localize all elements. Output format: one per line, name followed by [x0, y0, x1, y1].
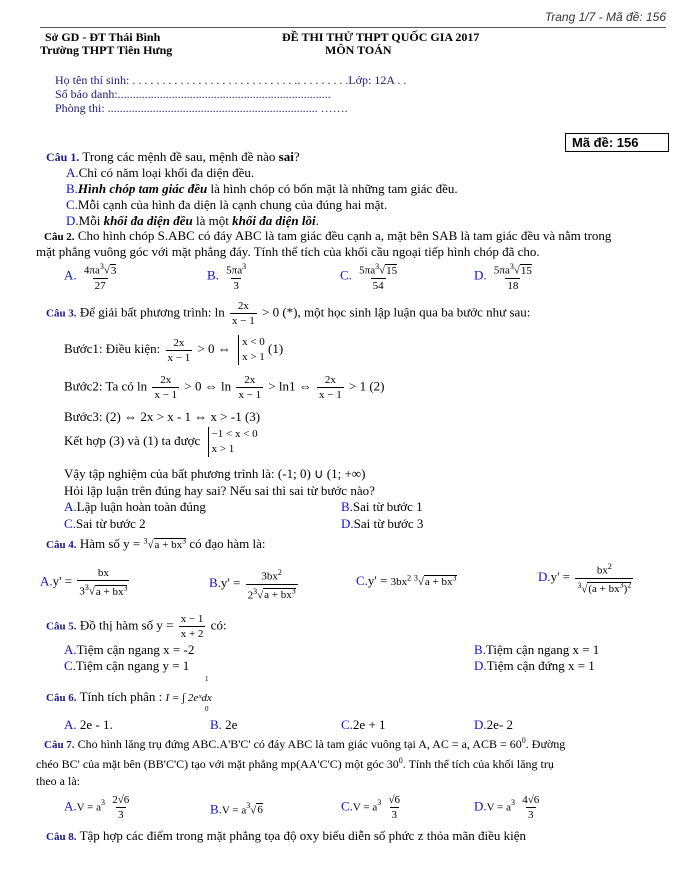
question-7-line2: chéo BC' của mặt bên (BB'C'C) tạo với mặt phẳng mp(AA'C'C) một góc $30^0$. Tính thể tích của khối lăng trụ	[36, 756, 554, 771]
option-text: y' =	[550, 569, 571, 585]
option-letter: A.	[40, 573, 53, 589]
option-letter: C.	[66, 197, 78, 212]
exam-code-box: Mã đề: 156	[565, 133, 669, 152]
q2-option-c	[340, 260, 401, 293]
q2-option-d	[474, 260, 536, 293]
question-8	[46, 828, 526, 844]
radicand: 15	[520, 264, 532, 277]
option-letter: D.	[474, 267, 487, 283]
question-text: Trong các mệnh đề sau, mệnh đề nào	[82, 149, 276, 164]
option-text: Tiệm cận ngang y = 1	[75, 658, 190, 673]
q3-option-a	[64, 499, 206, 515]
fraction	[520, 793, 541, 822]
exam-title: ĐỀ THI THỬ THPT QUỐC GIA 2017	[282, 30, 480, 44]
q6-option-c	[341, 717, 386, 733]
condition: x < 0	[242, 336, 265, 348]
numerator: x − 1	[180, 613, 204, 625]
option-letter: A.	[66, 165, 79, 180]
school-department: Sở GD - ĐT Thái Bình	[45, 30, 161, 44]
question-7-line3: theo a là:	[36, 774, 80, 788]
option-letter: C.	[64, 658, 76, 673]
numerator: 4πa	[83, 264, 100, 277]
q3-step3: Bước3: (2) ⇔ 2x > x - 1 ⇔ x > -1 (3)	[64, 409, 261, 424]
option-text: Lập luận hoàn toàn đúng	[76, 499, 206, 514]
q1-option-d	[66, 213, 319, 229]
integral-lower-limit: 0	[205, 705, 209, 713]
denominator: x − 1	[232, 315, 255, 327]
step-text: > 0 ⇔	[197, 340, 231, 356]
option-letter: A.	[64, 642, 77, 657]
numerator: 3bx	[261, 570, 278, 583]
numerator: 5πa	[493, 264, 510, 277]
q7-option-a: $A.V = a^3$ $\frac{2√6}{3}$	[64, 794, 130, 821]
integral-upper-limit: 1	[205, 675, 209, 683]
numerator: 5πa	[359, 264, 376, 277]
header-rule	[40, 27, 666, 28]
option-text: 2e	[221, 717, 238, 732]
option-letter: B.	[210, 801, 222, 817]
q1-option-c	[66, 197, 387, 213]
fraction	[387, 793, 403, 822]
math-expression: ACB = 60	[472, 737, 522, 751]
option-letter: C.	[340, 267, 352, 283]
coefficient: 2	[247, 589, 254, 602]
fraction	[110, 793, 131, 822]
question-text: Đồ thị hàm số y =	[79, 617, 174, 633]
question-text: Cho hình lăng trụ đứng ABC.A'B'C' có đáy ABC là tam giác vuông tại A,	[77, 737, 430, 751]
q4-option-b	[209, 566, 300, 602]
q3-combine	[64, 427, 258, 457]
option-text: V = a	[221, 804, 247, 817]
question-label: Câu 1.	[46, 150, 80, 164]
option-text: là hình chóp có bốn mặt là những tam giác đều.	[207, 181, 458, 196]
option-text: Tiệm cận ngang x = -2	[76, 642, 195, 657]
option-text: V = a	[352, 801, 378, 814]
fraction	[317, 373, 344, 402]
q3-step2	[64, 373, 385, 402]
radicand: a + bx	[424, 576, 453, 588]
question-text: . Đường	[525, 737, 566, 751]
option-letter: A.	[64, 798, 77, 814]
option-letter: D.	[341, 516, 354, 531]
option-text: y' =	[367, 573, 388, 588]
fraction: $\frac{5\pi a^3}{3}$	[226, 262, 247, 292]
option-text: Chỉ có năm loại khối đa diện đều.	[78, 165, 255, 180]
radicand: 15	[386, 264, 398, 277]
question-label: Câu 8.	[46, 831, 77, 843]
question-label: Câu 2.	[44, 231, 75, 243]
denominator: 3	[233, 279, 239, 292]
option-emphasis: khối đa diện đều	[103, 213, 193, 228]
question-4: Câu 4. Hàm số $y = ^3√a + bx^3$ có đạo hàm là:	[46, 536, 266, 551]
coefficient: 3bx	[390, 576, 408, 588]
option-text: Tiệm cận đứng x = 1	[486, 658, 595, 673]
q4-option-c: $C.y' = 3bx^2$ $^3√a + bx^3$	[356, 573, 457, 588]
denominator: x − 1	[154, 389, 178, 401]
question-3	[46, 299, 530, 328]
numerator: 2x	[160, 374, 172, 386]
condition: x > 1	[211, 443, 235, 455]
q3-option-b	[341, 499, 423, 515]
denominator: 3	[118, 809, 124, 821]
denominator: 27	[94, 279, 106, 292]
step-text: Bước1: Điều kiện:	[64, 340, 161, 356]
question-text: Để giải bất phương trình: ln	[79, 304, 225, 320]
fraction: $\frac{bx^2}{^3√(a + bx^3)^2}$	[577, 562, 632, 596]
numerator: 2x	[244, 374, 256, 386]
denominator: x − 1	[167, 351, 191, 364]
question-label: Câu 3.	[46, 307, 77, 320]
q6-option-b	[210, 717, 237, 733]
option-text: y' =	[220, 575, 241, 591]
question-2	[44, 228, 611, 244]
condition: x > 1	[242, 351, 265, 363]
radicand: a + bx	[592, 583, 620, 596]
question-text: một góc 30	[344, 757, 399, 771]
question-text: Cho hình chóp S.ABC có đáy ABC là tam giác đều cạnh a, mặt bên SAB là tam giác đều và nằm trong	[77, 228, 612, 243]
option-letter: D.	[66, 213, 79, 228]
fraction: $\frac{5\pi a^3√15}{18}$	[493, 262, 532, 292]
student-id-field: Số báo danh:.......................................................................	[55, 87, 331, 101]
q5-option-d	[474, 658, 595, 674]
subject-title: MÔN TOÁN	[325, 43, 392, 57]
integral-expression: I = ∫ 2eˣdx	[165, 692, 212, 704]
fraction: $\frac{3bx^2}{2^3√a + bx^3}$	[247, 568, 296, 602]
math-expression: AC = a,	[432, 737, 470, 751]
option-emphasis: khối đa diện lồi	[232, 213, 316, 228]
condition: −1 < x < 0	[211, 428, 258, 440]
option-letter: A.	[64, 717, 77, 732]
option-letter: B.	[66, 181, 78, 196]
step-text: > 1 (2)	[349, 378, 385, 394]
step-text: Kết hợp (3) và (1) ta được	[64, 432, 201, 448]
option-letter: B.	[207, 267, 219, 283]
option-text: 2e- 2	[486, 717, 513, 732]
denominator: 18	[507, 279, 519, 292]
option-letter: C.	[356, 573, 368, 588]
question-text: có:	[210, 617, 227, 633]
radicand: a + bx	[264, 589, 292, 602]
denominator: 3	[391, 809, 398, 821]
page-number-header: Trang 1/7 - Mã đề: 156	[544, 10, 666, 24]
fraction	[230, 299, 257, 328]
option-text: Mỗi	[78, 213, 104, 228]
q1-option-b	[66, 181, 458, 197]
denominator: x + 2	[180, 628, 204, 640]
option-text: Sai từ bước 1	[352, 499, 423, 514]
option-text: y' =	[52, 573, 73, 589]
option-text: Sai từ bước 2	[75, 516, 146, 531]
denominator: x − 1	[319, 389, 342, 401]
question-7: Câu 7. Cho hình lăng trụ đứng ABC.A'B'C' có đáy ABC là tam giác vuông tại A, AC = a, ACB = $60^0$. Đường	[44, 736, 566, 751]
question-1	[46, 149, 300, 165]
numerator: bx	[596, 564, 608, 577]
question-text: chéo BC' của mặt bên (BB'C'C) tạo với mặt phẳng	[36, 757, 278, 771]
q1-option-a	[66, 165, 254, 181]
numerator: 2x	[324, 374, 336, 386]
question-6	[46, 689, 212, 705]
fraction: $\frac{5\pi a^3√15}{54}$	[359, 262, 398, 292]
option-letter: B.	[209, 575, 221, 591]
q5-option-a	[64, 642, 194, 658]
question-5	[46, 612, 227, 641]
option-text: 2e + 1	[352, 717, 386, 732]
question-label: Câu 5.	[46, 620, 77, 633]
option-letter: B.	[474, 642, 486, 657]
q3-option-c	[64, 516, 146, 532]
option-text: Sai từ bước 3	[353, 516, 424, 531]
numerator: 4√6	[522, 794, 540, 806]
option-letter: C.	[341, 798, 353, 814]
q3-option-d	[341, 516, 423, 532]
numerator: √6	[388, 794, 401, 806]
fraction	[152, 373, 179, 402]
q5-option-c	[64, 658, 189, 674]
option-text: 2e - 1.	[76, 717, 113, 732]
fraction: $\frac{4\pi a^3√3}{27}$	[83, 262, 117, 292]
q2-option-a	[64, 260, 120, 293]
numerator: 2√6	[112, 794, 130, 806]
q3-solution: Vậy tập nghiệm của bất phương trình là: (-1; 0) ∪ (1; +∞)	[64, 466, 366, 481]
q2-option-b	[207, 260, 250, 293]
q7-option-c: $C.V = a^3$ $\frac{√6}{3}$	[341, 794, 401, 821]
radicand: 3	[110, 264, 117, 277]
option-letter: D.	[538, 569, 551, 585]
step-text: > ln1 ⇔	[268, 378, 312, 394]
question-2-line2: mặt phẳng vuông góc với mặt phẳng đáy. Tính thể tích của khối cầu ngoại tiếp hình chóp đã cho.	[36, 244, 540, 259]
option-letter: D.	[474, 798, 487, 814]
option-letter: A.	[64, 267, 77, 283]
q4-option-d	[538, 560, 635, 596]
fraction	[236, 373, 263, 402]
numerator: bx	[97, 567, 109, 579]
option-text: .	[315, 213, 319, 228]
denominator: x − 1	[238, 389, 262, 401]
system-bracket	[208, 427, 258, 457]
question-label: Câu 4.	[46, 539, 77, 551]
question-emphasis: sai	[278, 149, 294, 164]
question-text: . Tính thể tích của khối lăng trụ	[402, 757, 554, 771]
denominator: 54	[372, 279, 384, 292]
fraction	[179, 612, 206, 641]
numerator: 2x	[173, 336, 185, 349]
system-bracket	[238, 335, 265, 365]
denominator: 3	[528, 809, 534, 821]
question-text: > 0 (*), một học sinh lập luận qua ba bước như sau:	[262, 304, 531, 320]
question-label: Câu 6.	[46, 692, 77, 704]
option-letter: C.	[341, 717, 353, 732]
option-letter: D.	[474, 717, 487, 732]
q7-option-b: $B.V = a^3√6$	[210, 801, 263, 817]
fraction	[166, 336, 193, 365]
option-letter: D.	[474, 658, 487, 673]
question-text: Tính tích phân :	[79, 689, 163, 704]
question-text: Tập hợp các điểm trong mặt phẳng tọa độ oxy biểu diễn số phức z thỏa mãn điều kiện	[79, 828, 526, 843]
exam-room-field: Phòng thi: ...................................................................... …….	[55, 101, 348, 115]
option-text: V = a	[486, 801, 511, 814]
option-emphasis: Hình chóp tam giác đều	[77, 181, 208, 196]
step-tag: (1)	[268, 340, 284, 356]
student-name-field: Họ tên thí sinh: . . . . . . . . . . . . . . . . . . . . . . . . . . . .. . . . . . . . .Lớp: 12A . .	[55, 73, 407, 87]
radicand: a + bx	[95, 585, 124, 598]
q7-option-d: $D.V = a^3$ $\frac{4√6}{3}$	[474, 794, 540, 821]
option-text: V = a	[76, 801, 101, 814]
q6-option-d	[474, 717, 513, 733]
question-end: ?	[293, 149, 300, 164]
option-text: Tiệm cận ngang x = 1	[485, 642, 600, 657]
option-letter: B.	[341, 499, 353, 514]
step-text: Bước2: Ta có ln	[64, 378, 148, 394]
step-text: > 0 ⇔ ln	[184, 378, 232, 394]
q5-option-b	[474, 642, 599, 658]
radicand: a + bx	[154, 539, 183, 551]
option-letter: A.	[64, 499, 77, 514]
school-name: Trường THPT Tiên Hưng	[40, 43, 173, 57]
option-letter: C.	[64, 516, 76, 531]
q3-step1	[64, 335, 283, 365]
fraction: $\frac{bx}{3^3√a + bx^3}$	[79, 567, 128, 598]
option-text: Mỗi cạnh của hình đa diện là cạnh chung của đúng hai mặt.	[77, 197, 388, 212]
question-label: Câu 7.	[44, 739, 75, 751]
q4-option-a	[40, 566, 131, 599]
coefficient: 3	[79, 585, 85, 598]
option-text: là một	[192, 213, 233, 228]
option-letter: B.	[210, 717, 222, 732]
q6-option-a	[64, 717, 113, 733]
math-expression: mp(AA'C'C)	[280, 757, 342, 771]
question-text: Hàm số y =	[79, 536, 141, 551]
question-text: có đạo hàm là:	[189, 536, 266, 551]
q3-question: Hỏi lập luận trên đúng hay sai? Nếu sai thì sai từ bước nào?	[64, 483, 375, 498]
numerator: 2x	[237, 300, 249, 312]
numerator: 5πa	[226, 264, 243, 277]
